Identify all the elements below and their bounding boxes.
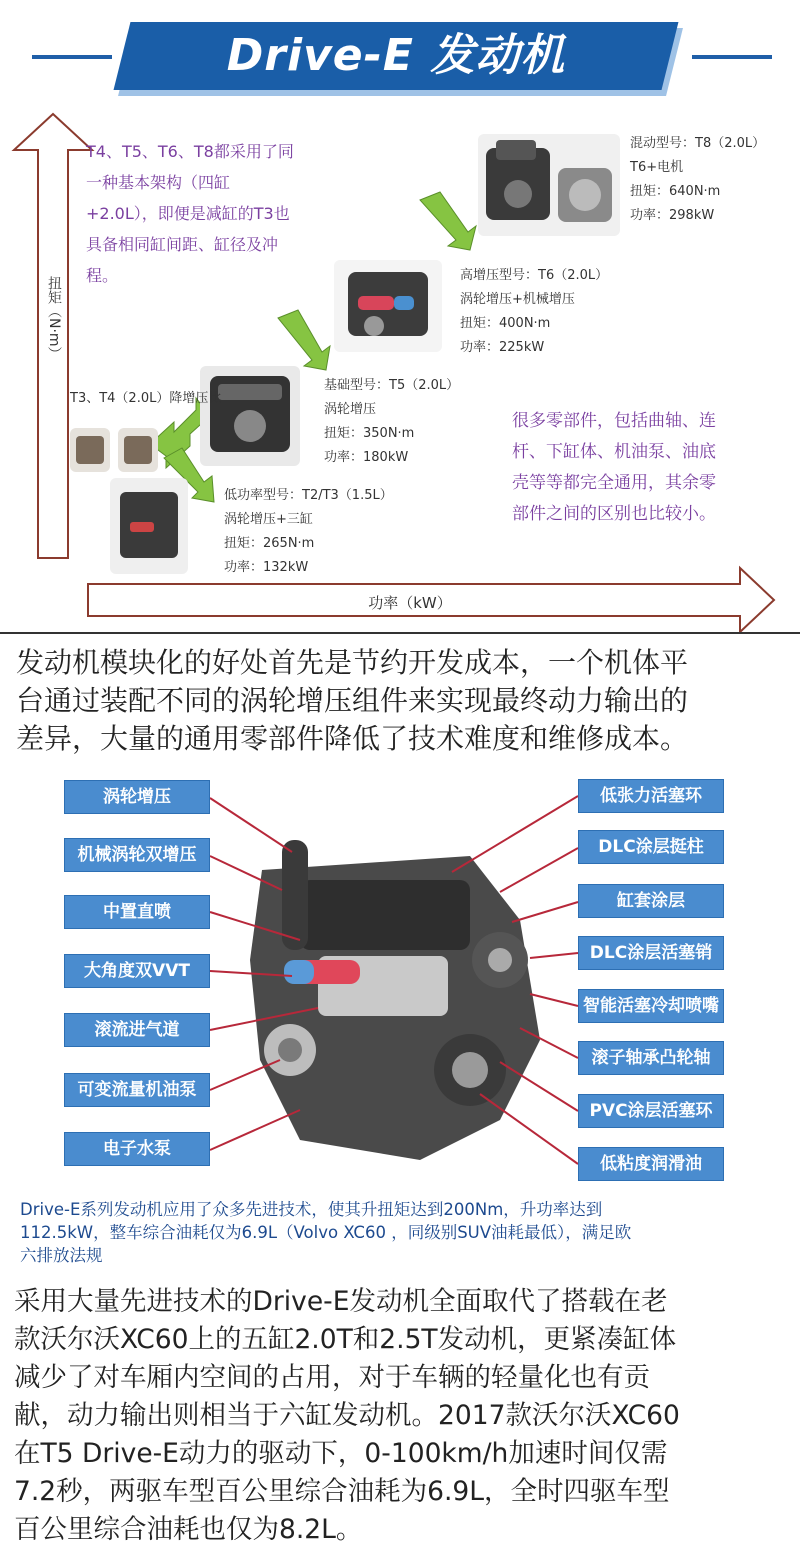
architecture-note-line: +2.0L），即便是减缸的T3也: [86, 204, 290, 223]
green-arrow-2: [278, 310, 330, 370]
section-divider: [0, 632, 800, 634]
spec-line: 功率：132kW: [224, 560, 309, 575]
x-axis-label: 功率（kW）: [368, 594, 452, 612]
spec-line: 基础型号：T5（2.0L）: [324, 378, 460, 393]
tag-roller-camshaft: 滚子轴承凸轮轴: [578, 1041, 724, 1075]
spec-line: 混动型号：T8（2.0L）: [630, 136, 766, 151]
spec-line: 功率：180kW: [324, 450, 409, 465]
spec-line: 高增压型号：T6（2.0L）: [460, 268, 609, 283]
paragraph-line: 减少了对车厢内空间的占用，对于车辆的轻量化也有贡: [14, 1362, 650, 1393]
spec-line: 涡轮增压: [324, 402, 377, 417]
spec-t2t3: [224, 484, 393, 580]
spec-line: 低功率型号：T2/T3（1.5L）: [224, 488, 393, 503]
modularity-paragraph: [16, 644, 688, 758]
tag-central-injection: 中置直喷: [64, 895, 210, 929]
tech-caption: [20, 1198, 780, 1267]
paragraph-line: 7.2秒，两驱车型百公里综合油耗为6.9L，全时四驱车型: [14, 1476, 670, 1507]
parts-note-line: 杆、下缸体、机油泵、油底: [512, 442, 716, 462]
tag-piston-cooling-jet: 智能活塞冷却喷嘴: [578, 989, 724, 1023]
spec-line: 功率：225kW: [460, 340, 545, 355]
tag-twin-charging: 机械涡轮双增压: [64, 838, 210, 872]
tag-low-tension-ring: 低张力活塞环: [578, 779, 724, 813]
parts-note: [512, 406, 716, 530]
engine-image-t3-small-2: [118, 428, 158, 472]
caption-line: 112.5kW，整车综合油耗仅为6.9L（Volvo XC60 ，同级别SUV油耗最低），满足欧: [20, 1223, 632, 1242]
spec-line: 涡轮增压+三缸: [224, 512, 313, 527]
engine-image-t5: [200, 366, 300, 466]
engine-image-t8: [478, 134, 620, 236]
architecture-note-line: 程。: [86, 266, 119, 285]
y-axis-label: 扭矩（N·m）: [46, 276, 62, 361]
caption-line: Drive-E系列发动机应用了众多先进技术，使其升扭矩达到200Nm，升功率达到: [20, 1200, 603, 1219]
parts-note-line: 部件之间的区别也比较小。: [512, 504, 716, 524]
engine-image-t6: [334, 260, 442, 352]
parts-note-line: 壳等等都完全通用，其余零: [512, 473, 716, 493]
architecture-note-line: 一种基本架构（四缸: [86, 173, 231, 192]
spec-t8: [630, 132, 765, 228]
green-arrow-1: [420, 192, 476, 250]
architecture-note-line: 具备相同缸间距、缸径及冲: [86, 235, 279, 254]
spec-line: 功率：298kW: [630, 208, 715, 223]
xc60-paragraph: [14, 1283, 680, 1549]
tag-dlc-piston-pin: DLC涂层活塞销: [578, 936, 724, 970]
paragraph-line: 采用大量先进技术的Drive-E发动机全面取代了搭载在老: [14, 1286, 668, 1317]
architecture-note: [86, 136, 294, 291]
spec-t6: [460, 264, 608, 360]
spec-line: T6+电机: [630, 160, 684, 175]
paragraph-line: 发动机模块化的好处首先是节约开发成本，一个机体平: [16, 646, 689, 679]
tag-pvc-piston-ring: PVC涂层活塞环: [578, 1094, 724, 1128]
tag-turbocharging: 涡轮增压: [64, 780, 210, 814]
engine-image-t3-small-1: [70, 428, 110, 472]
paragraph-line: 百公里综合油耗也仅为8.2L。: [14, 1514, 363, 1545]
spec-t5: [324, 374, 459, 470]
tag-tumble-intake: 滚流进气道: [64, 1013, 210, 1047]
tag-variable-oil-pump: 可变流量机油泵: [64, 1073, 210, 1107]
tag-dual-vvt: 大角度双VVT: [64, 954, 210, 988]
tag-liner-coating: 缸套涂层: [578, 884, 724, 918]
tag-dlc-tappet: DLC涂层挺柱: [578, 830, 724, 864]
engine-image-t2t3: [110, 478, 188, 574]
architecture-note-line: T4、T5、T6、T8都采用了同: [86, 142, 294, 161]
t3-t4-label: T3、T4（2.0L）降增压比: [70, 391, 222, 406]
page-title: Drive-E 发动机: [226, 30, 566, 81]
spec-line: 扭矩：350N·m: [324, 426, 415, 441]
paragraph-line: 在T5 Drive-E动力的驱动下，0-100km/h加速时间仅需: [14, 1438, 668, 1469]
paragraph-line: 款沃尔沃XC60上的五缸2.0T和2.5T发动机，更紧凑缸体: [14, 1324, 677, 1355]
paragraph-line: 差异，大量的通用零部件降低了技术难度和维修成本。: [16, 722, 689, 755]
tag-low-viscosity-oil: 低粘度润滑油: [578, 1147, 724, 1181]
spec-line: 扭矩：640N·m: [630, 184, 721, 199]
caption-line: 六排放法规: [20, 1246, 103, 1265]
paragraph-line: 献，动力输出则相当于六缸发动机。2017款沃尔沃XC60: [14, 1400, 680, 1431]
spec-line: 扭矩：400N·m: [460, 316, 551, 331]
spec-line: 扭矩：265N·m: [224, 536, 315, 551]
spec-line: 涡轮增压+机械增压: [460, 292, 575, 307]
parts-note-line: 很多零部件，包括曲轴、连: [512, 411, 716, 431]
tag-electric-water-pump: 电子水泵: [64, 1132, 210, 1166]
paragraph-line: 台通过装配不同的涡轮增压组件来实现最终动力输出的: [16, 684, 689, 717]
